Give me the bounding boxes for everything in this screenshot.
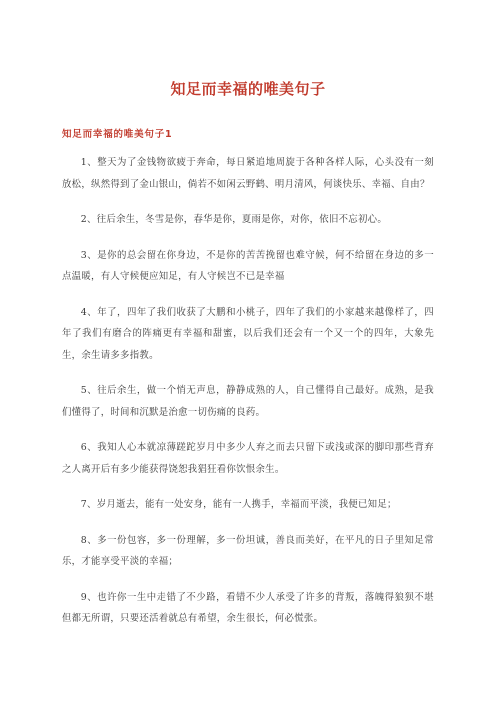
document-title: 知足而幸福的唯美句子 xyxy=(170,80,326,98)
paragraph-1: 1、整天为了金钱物欲疲于奔命，每日紧追地周旋于各种各样人际，心头没有一刻放松，纵然得到了金山银山，倘若不如闲云野鹤、明月清风，何谈快乐、幸福、自由？ xyxy=(62,157,434,190)
paragraph-9: 9、也许你一生中走错了不少路，看错不少人承受了许多的背叛，落魄得狼狈不堪但都无所谓，只要还活着就总有希望，余生很长，何必慌张。 xyxy=(62,591,434,624)
paragraph-7: 7、岁月逝去，能有一处安身，能有一人携手，幸福而平淡，我便已知足； xyxy=(80,499,397,510)
paragraph-5: 5、往后余生，做一个悄无声息，静静成熟的人，自己懂得自己最好。成熟，是我们懂得了，时间和沉默是治愈一切伤痛的良药。 xyxy=(62,385,434,418)
paragraph-8: 8、多一份包容，多一份理解，多一份坦诚，善良而美好，在平凡的日子里知足常乐，才能享受平淡的幸福； xyxy=(62,534,434,567)
document-body xyxy=(62,152,434,644)
section-heading: 知足而幸福的唯美句子1 xyxy=(62,129,173,140)
paragraph-2: 2、往后余生，冬雪是你，春华是你，夏雨是你，对你，依旧不忘初心。 xyxy=(80,214,387,225)
paragraph-6: 6、我知人心本就凉薄蹉跎岁月中多少人弃之而去只留下或浅或深的脚印那些背弃之人离开后有多少能获得饶恕我猖狂看你饮恨余生。 xyxy=(62,442,434,475)
paragraph-4: 4、年了，四年了我们收获了大鹏和小桃子，四年了我们的小家越来越像样了，四年了我们有磨合的阵痛更有幸福和甜蜜，以后我们还会有一个又一个的四年，大象先生，余生请多多指教。 xyxy=(62,306,434,361)
paragraph-3: 3、是你的总会留在你身边，不是你的苦苦挽留也难守候，何不给留在身边的多一点温暖，有人守候便应知足，有人守候岂不已是幸福 xyxy=(62,249,434,282)
